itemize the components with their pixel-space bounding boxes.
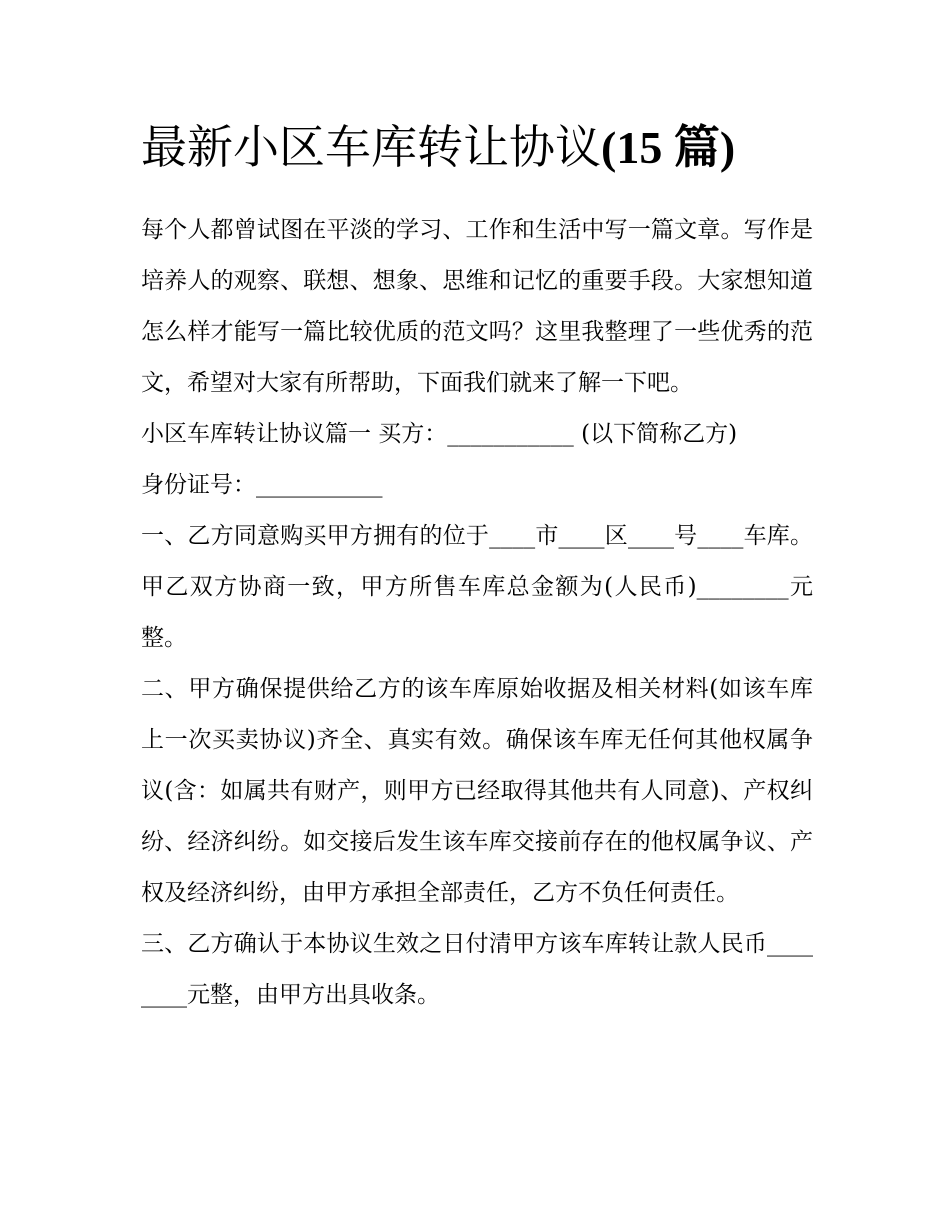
clause-3: 三、乙方确认于本协议生效之日付清甲方该车库转让款人民币________元整，由甲方出具收条。 <box>141 931 813 1008</box>
intro-paragraph: 每个人都曾试图在平淡的学习、工作和生活中写一篇文章。写作是培养人的观察、联想、想象、思维和记忆的重要手段。大家想知道怎么样才能写一篇比较优质的范文吗？这里我整理了一些优秀的范文，希望对大家有所帮助，下面我们就来了解一下吧。 <box>141 217 813 396</box>
id-number-line: 身份证号：___________ <box>141 472 383 498</box>
document-body <box>141 114 813 1021</box>
clause-1: 一、乙方同意购买甲方拥有的位于____市____区____号____车库。甲乙双方协商一致，甲方所售车库总金额为(人民币)________元整。 <box>141 523 813 651</box>
buyer-line: 小区车库转让协议篇一 买方：___________ (以下简称乙方) <box>141 421 738 447</box>
document-title <box>141 114 813 181</box>
buyer-info <box>141 409 813 511</box>
clause-2: 二、甲方确保提供给乙方的该车库原始收据及相关材料(如该车库上一次买卖协议)齐全、真实有效。确保该车库无任何其他权属争议(含：如属共有财产，则甲方已经取得其他共有人同意)、产权纠纷、经济纠纷。如交接后发生该车库交接前存在的他权属争议、产权及经济纠纷，由甲方承担全部责任，乙方不负任何责任。 <box>141 676 813 906</box>
title-main: 最新小区车库转让协议 <box>141 120 601 174</box>
title-suffix: (15 篇) <box>601 122 736 173</box>
